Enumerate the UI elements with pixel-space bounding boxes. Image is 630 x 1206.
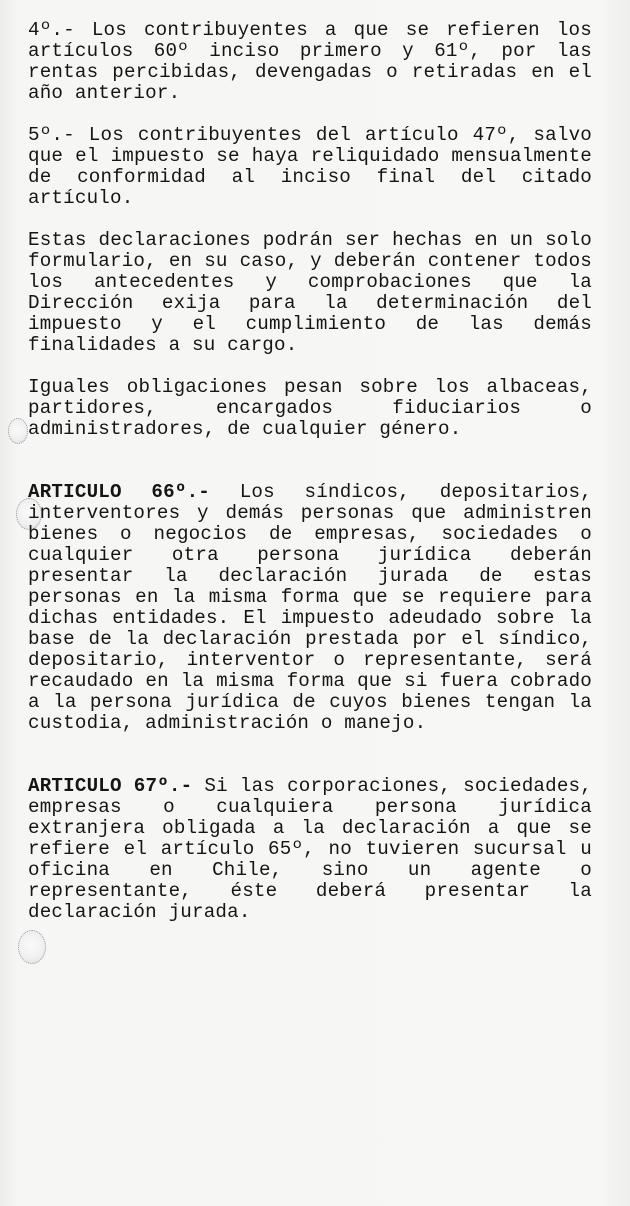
paragraph-declarations: Estas declaraciones podrán ser hechas en un solo formulario, en su caso, y deberán contener todos los antecedentes y comprobaciones que la Dirección exija para la determinación del impuesto y el cumplimiento de las demás finalidades a su cargo. xyxy=(28,229,592,356)
document-text xyxy=(28,20,592,923)
article-66-body: Los síndicos, depositarios, interventores y demás personas que administren bienes o negocios de empresas, sociedades o cualquier otra persona jurídica deberán presentar la declaración jurada de estas personas en la misma forma que se requiere para dichas entidades. El impuesto adeudado sobre la base de la declaración prestada por el síndico, depositario, interventor o representante, será recaudado en la misma forma que si fuera cobrado a la persona jurídica de cuyos bienes tengan la custodia, administración o manejo. xyxy=(28,481,592,734)
paragraph-item-4: 4º.- Los contribuyentes a que se refieren los artículos 60º inciso primero y 61º, por las rentas percibidas, devengadas o retiradas en el año anterior. xyxy=(28,19,592,104)
punch-hole-upper xyxy=(8,418,28,444)
paragraph-item-5: 5º.- Los contribuyentes del artículo 47º, salvo que el impuesto se haya reliquidado mensualmente de conformidad al inciso final del citado artículo. xyxy=(28,124,592,209)
punch-hole-lower xyxy=(18,930,46,964)
article-67-heading: ARTICULO 67º.- xyxy=(28,775,193,797)
article-66-heading: ARTICULO 66º.- xyxy=(28,481,210,503)
article-67-body: Si las corporaciones, sociedades, empresas o cualquiera persona jurídica extranjera obligada a la declaración a que se refiere el artículo 65º, no tuvieren sucursal u oficina en Chile, sino un agente o representante, éste deberá presentar la declaración jurada. xyxy=(28,775,592,923)
article-66 xyxy=(28,482,592,734)
article-67 xyxy=(28,776,592,923)
paragraph-obligations: Iguales obligaciones pesan sobre los albaceas, partidores, encargados fiduciarios o administradores, de cualquier género. xyxy=(28,376,592,440)
